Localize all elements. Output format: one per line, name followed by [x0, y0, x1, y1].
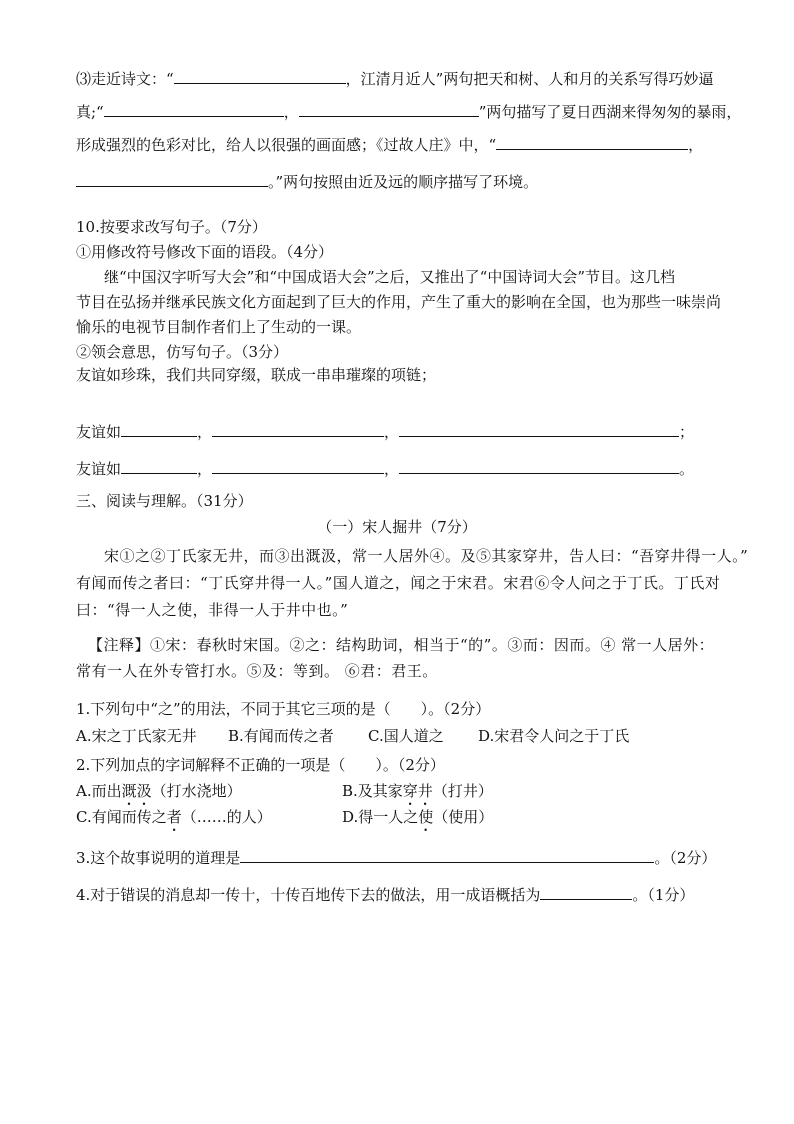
q10-title: 10.按要求改写句子。（7分） — [76, 218, 267, 236]
punct: ， — [197, 423, 213, 441]
q9-3-text: ，江清月近人”两句把天和树、人和月的关系写得巧妙逼 — [345, 70, 714, 88]
q9-3-text: ， — [283, 103, 299, 121]
punct: 。 — [679, 460, 695, 478]
question-1: 1.下列句中“之”的用法，不同于其它三项的是（ ）。（2分） — [76, 700, 491, 718]
q9-3-line4 — [76, 171, 538, 193]
option-b[interactable]: B.有闻而传之者 — [228, 727, 334, 745]
question-2-options-row1 — [76, 780, 493, 809]
option-c[interactable]: C.有闻而传之者（……的人） — [76, 808, 272, 826]
q9-3-line2 — [76, 101, 741, 123]
answer-blank[interactable] — [399, 458, 679, 474]
passage-line: 宋①之②丁氏家无井，而③出溉汲，常一人居外④。及⑤其家穿井，告人曰：“吾穿井得一人。” — [104, 547, 749, 565]
passage-line: 有闻而传之者曰：“丁氏穿井得一人。”国人道之，闻之于宋君。宋君⑥令人问之于丁氏。丁氏对 — [76, 574, 721, 592]
answer-blank[interactable] — [104, 101, 284, 117]
question-1-options — [76, 725, 629, 747]
question-4-text: 4.对于错误的消息却一传十，十传百地传下去的做法，用一成语概括为 — [76, 886, 541, 904]
answer-blank[interactable] — [121, 458, 197, 474]
question-4 — [76, 884, 694, 906]
passage-line: 曰：“得一人之使，非得一人于井中也。” — [76, 601, 349, 619]
q9-3-line1 — [76, 68, 713, 90]
answer-blank[interactable] — [540, 884, 632, 900]
option-a[interactable]: A.而出溉汲（打水浇地） — [76, 782, 242, 800]
section3-title: 三、阅读与理解。（31分） — [76, 492, 253, 510]
answer-blank[interactable] — [212, 458, 384, 474]
question-3-score: 。（2分） — [654, 849, 717, 867]
answer-blank[interactable] — [174, 68, 346, 84]
q10-paragraph-line: 继“中国汉字听写大会”和“中国成语大会”之后，又推出了“中国诗词大会”节目。这几档 — [104, 268, 676, 286]
q9-3-text: 。”两句按照由近及远的顺序描写了环境。 — [268, 173, 539, 191]
question-2-options-row2 — [76, 806, 493, 835]
passage-title: （一）宋人掘井（7分） — [317, 518, 477, 536]
question-3-text: 3.这个故事说明的道理是 — [76, 849, 241, 867]
option-d[interactable]: D.得一人之使（使用） — [342, 808, 494, 826]
q10-sub2: ②领会意思，仿写句子。（3分） — [76, 343, 289, 361]
punct: ， — [384, 423, 400, 441]
question-3 — [76, 847, 716, 869]
q10-sub1: ①用修改符号修改下面的语段。（4分） — [76, 243, 334, 261]
answer-blank[interactable] — [399, 421, 679, 437]
q9-3-text: ”两句描写了夏日西湖来得匆匆的暴雨， — [478, 103, 742, 121]
answer-blank[interactable] — [121, 421, 197, 437]
question-4-score: 。（1分） — [632, 886, 695, 904]
q10-paragraph-line: 节目在弘扬并继承民族文化方面起到了巨大的作用，产生了重大的影响在全国，也为那些一味崇尚 — [76, 293, 722, 311]
question-2: 2.下列加点的字词解释不正确的一项是（ ）。（2分） — [76, 756, 445, 774]
option-d[interactable]: D.宋君令人问之于丁氏 — [478, 727, 630, 745]
imitation-line-2 — [76, 458, 694, 480]
answer-blank[interactable] — [76, 171, 268, 187]
fill-prefix: 友谊如 — [76, 423, 122, 441]
answer-blank[interactable] — [299, 101, 479, 117]
answer-blank[interactable] — [496, 134, 688, 150]
q9-3-line3 — [76, 134, 703, 156]
option-b[interactable]: B.及其家穿井（打井） — [342, 782, 493, 800]
answer-blank[interactable] — [212, 421, 384, 437]
fill-prefix: 友谊如 — [76, 460, 122, 478]
q10-example: 友谊如珍珠，我们共同穿缀，联成一串串璀璨的项链； — [76, 366, 437, 384]
q9-3-text: 真;“ — [76, 103, 104, 121]
notes-line: 常有一人在外专管打水。⑤及：等到。 ⑥君：君王。 — [76, 662, 438, 680]
option-a[interactable]: A.宋之丁氏家无井 — [76, 727, 197, 745]
notes-line: 【注释】①宋：春秋时宋国。②之：结构助词，相当于“的”。③而：因而。④ 常一人居外： — [88, 636, 715, 654]
answer-blank[interactable] — [240, 847, 654, 863]
q9-3-text: ⑶走近诗文：“ — [76, 70, 174, 88]
punct: ， — [384, 460, 400, 478]
punct: ， — [197, 460, 213, 478]
q9-3-text: ， — [688, 136, 704, 154]
imitation-line-1 — [76, 421, 694, 443]
q9-3-text: 形成强烈的色彩对比，给人以很强的画面感；《过故人庄》中，“ — [76, 136, 497, 154]
option-c[interactable]: C.国人道之 — [368, 727, 444, 745]
q10-paragraph-line: 愉乐的电视节目制作者们上了生动的一课。 — [76, 318, 362, 336]
punct: ； — [679, 423, 695, 441]
